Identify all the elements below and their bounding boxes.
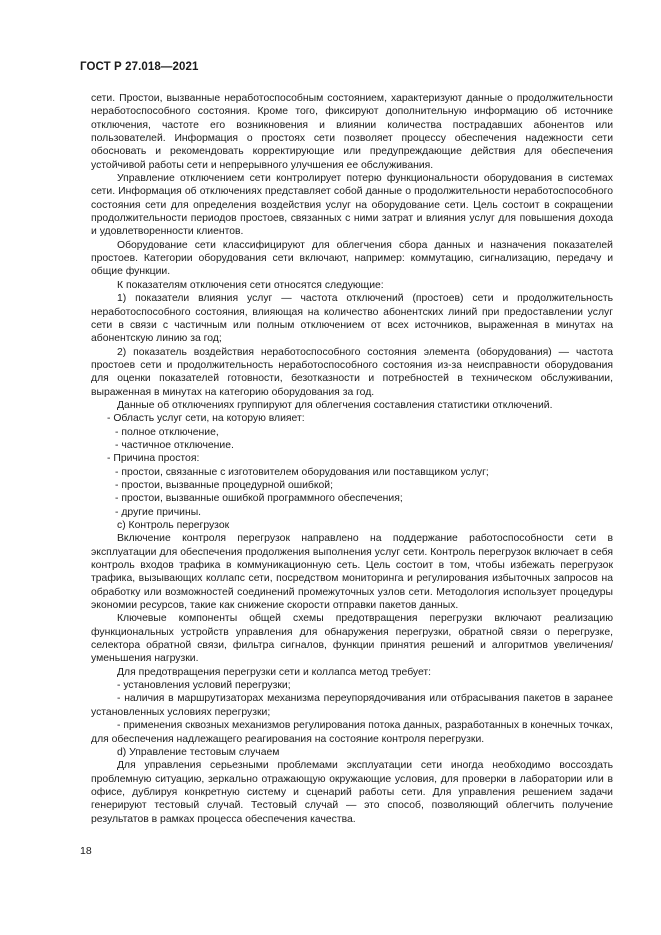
paragraph: - другие причины.: [115, 506, 202, 518]
paragraph: - Причина простоя:: [107, 453, 200, 465]
paragraph: - частичное отключение.: [115, 439, 234, 451]
document-body: [91, 92, 613, 826]
paragraph: - простои, связанные с изготовителем оборудования или поставщиком услуг;: [115, 466, 489, 478]
paragraph: Оборудование сети классифицируют для облегчения сбора данных и назначения показателей простоев. Категории оборудования сети включают, например: коммутацию, сигнализацию, передачу и общие функции.: [91, 239, 613, 278]
paragraph: - Область услуг сети, на которую влияет:: [107, 413, 305, 425]
document-header: ГОСТ Р 27.018—2021: [80, 61, 199, 73]
paragraph: 1) показатели влияния услуг — частота отключений (простоев) сети и продолжительность неработоспособного состояния, влияющая на количество абонентских линий при предоставлении услуг сети в связи с частичным или полным отключением от всех источников, выраженная в минутах на абонентскую линию за год;: [91, 293, 613, 345]
paragraph: Для управления серьезными проблемами эксплуатации сети иногда необходимо воссоздать проблемную ситуацию, зеркально отражающую окружающие условия, для проверки в лаборатории или в офисе, дублируя конкретную систему и сценарий работы сети. Для управления решением задачи генерируют тестовый случай. Тестовый случай — это способ, позволяющий облегчить получение результатов в рамках процесса обеспечения качества.: [91, 760, 613, 825]
paragraph: - наличия в маршрутизаторах механизма переупорядочивания или отбрасывания пакетов в заранее установленных условиях перегрузки;: [91, 693, 613, 718]
paragraph: - полное отключение,: [115, 426, 219, 438]
paragraph: - применения сквозных механизмов регулирования потока данных, разработанных в конечных точках, для обеспечения надлежащего реагирования на состояние контроля перегрузки.: [91, 720, 613, 745]
paragraph: - установления условий перегрузки;: [117, 680, 291, 692]
paragraph: Данные об отключениях группируют для облегчения составления статистики отключений.: [117, 399, 553, 411]
paragraph: К показателям отключения сети относятся следующие:: [117, 279, 384, 291]
paragraph: 2) показатель воздействия неработоспособного состояния элемента (оборудования) — частота простоев сети и продолжительность неработоспособного состояния из-за неисправности оборудования для оценки показателей готовности, безотказности и потребностей в техническом обслуживании, выраженная в минутах на категорию оборудования за год.: [91, 346, 613, 398]
paragraph: Управление отключением сети контролирует потерю функциональности оборудования в системах сети. Информация об отключениях представляет собой данные о продолжительности неработоспособного состояния сети для определения воздействия услуг на оборудование сети. Цель состоит в сокращении продолжительности периодов простоев, связанных с ними затрат и влияния услуг для повышения дохода и удовлетворенности клиентов.: [91, 173, 613, 238]
paragraph: сети. Простои, вызванные неработоспособным состоянием, характеризуют данные о продолжительности неработоспособного состояния. Кроме того, фиксируют дополнительную информацию об источнике отключения, частоте его возникновения и влиянии количества пострадавших абонентов или пользователей. Информация о простоях сети позволяет процессу обеспечения надежности сети обосновать и рекомендовать корректирующие или предупреждающие действия для обеспечения устойчивой работы сети и непрерывного улучшения ее обслуживания.: [91, 93, 613, 171]
paragraph: Для предотвращения перегрузки сети и коллапса метод требует:: [117, 666, 432, 678]
paragraph: - простои, вызванные процедурной ошибкой;: [115, 479, 333, 491]
paragraph: Включение контроля перегрузок направлено на поддержание работоспособности сети в эксплуатации для обеспечения продолжения выполнения услуг сети. Контроль перегрузок включает в себя контроль входов трафика в коммуникационную сеть. Цель состоит в том, чтобы избежать перегрузок трафика, вызывающих коллапс сети, посредством мониторинга и регулирования избыточных запросов на обработку или возможностей соединений промежуточных узлов сети. Методология использует процедуры экономии ресурсов, такие как снижение скорости отправки пакетов данных.: [91, 533, 613, 612]
paragraph: d) Управление тестовым случаем: [117, 746, 280, 758]
paragraph: Ключевые компоненты общей схемы предотвращения перегрузки включают реализацию функциональных устройств управления для обнаружения перегрузки, обратной связи о перегрузке, селектора обратной связи, фильтра сигналов, функции принятия решений и алгоритмов увеличения/уменьшения нагрузки.: [91, 613, 613, 665]
paragraph: c) Контроль перегрузок: [117, 520, 230, 531]
paragraph: - простои, вызванные ошибкой программного обеспечения;: [115, 493, 403, 505]
page-number: 18: [80, 845, 92, 857]
